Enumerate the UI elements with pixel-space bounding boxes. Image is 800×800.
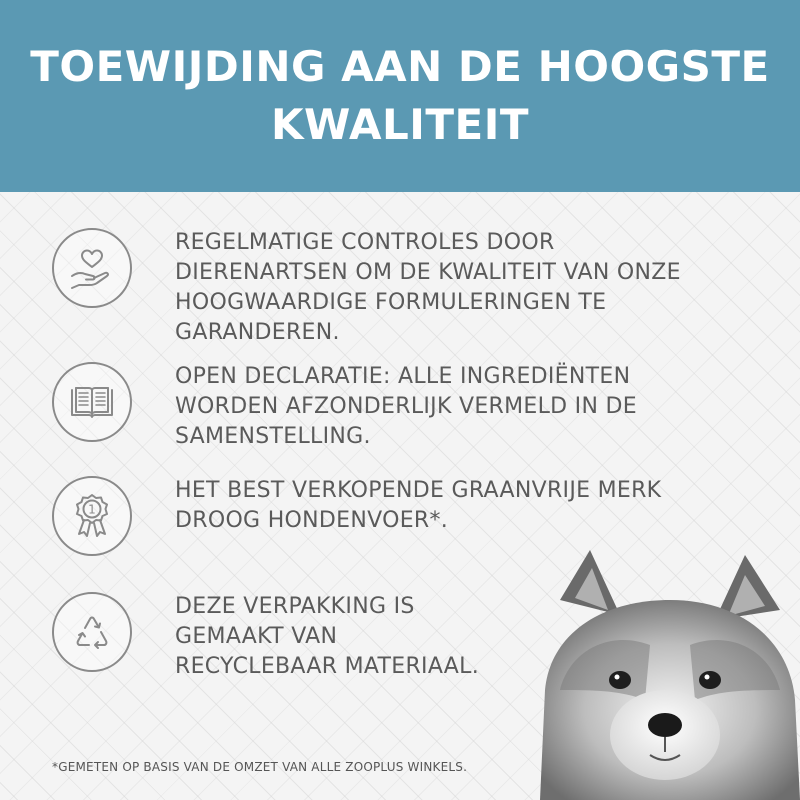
page-title-line-1: TOEWIJDING AAN DE HOOGSTE: [30, 42, 770, 91]
feature-line: OPEN DECLARATIE: ALLE INGREDIËNTEN: [175, 364, 631, 389]
feature-line: WORDEN AFZONDERLIJK VERMELD IN DE: [175, 394, 637, 419]
feature-recyclable: [52, 592, 479, 682]
feature-line: RECYCLEBAAR MATERIAAL.: [175, 654, 479, 679]
page-title-line-2: KWALITEIT: [271, 100, 529, 149]
recycle-icon: [52, 592, 132, 672]
feature-text-recyclable: [175, 592, 479, 682]
heart-in-hand-icon: [52, 228, 132, 308]
feature-line: DEZE VERPAKKING IS: [175, 594, 415, 619]
feature-line: DIERENARTSEN OM DE KWALITEIT VAN ONZE: [175, 260, 681, 285]
feature-vet-checks: [52, 228, 681, 348]
feature-line: DROOG HONDENVOER*.: [175, 508, 449, 533]
feature-open-declaration: [52, 362, 637, 452]
award-rosette-icon: [52, 476, 132, 556]
header-banner: [0, 0, 800, 192]
award-number: 1: [88, 502, 96, 517]
feature-line: GEMAAKT VAN: [175, 624, 338, 649]
footnote: *GEMETEN OP BASIS VAN DE OMZET VAN ALLE ZOOPLUS WINKELS.: [52, 760, 468, 774]
feature-line: GARANDEREN.: [175, 320, 340, 345]
feature-line: REGELMATIGE CONTROLES DOOR: [175, 230, 555, 255]
feature-text-best-selling: [175, 476, 661, 536]
puppy-photo: [540, 540, 800, 800]
feature-text-open-declaration: [175, 362, 637, 452]
feature-line: HOOGWAARDIGE FORMULERINGEN TE: [175, 290, 607, 315]
feature-text-vet-checks: [175, 228, 681, 348]
feature-line: SAMENSTELLING.: [175, 424, 371, 449]
open-book-icon: [52, 362, 132, 442]
feature-line: HET BEST VERKOPENDE GRAANVRIJE MERK: [175, 478, 662, 503]
